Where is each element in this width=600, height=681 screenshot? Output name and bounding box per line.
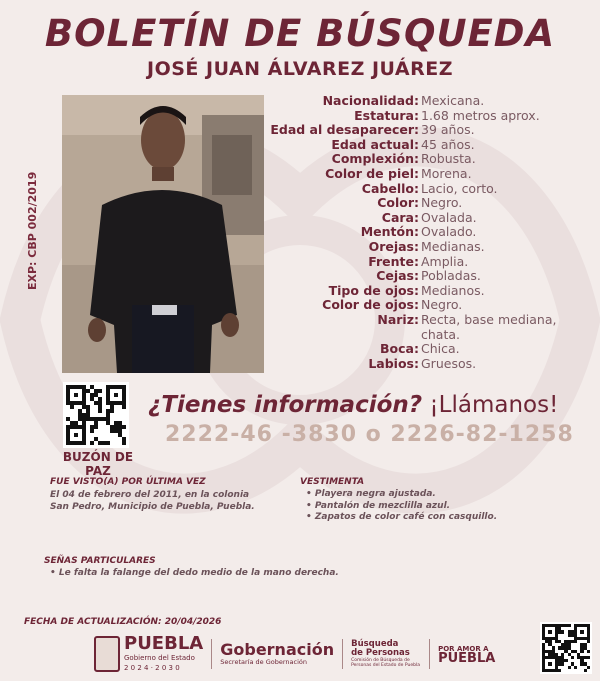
detail-row <box>262 109 592 124</box>
detail-value: Lacio, corto. <box>421 180 498 196</box>
detail-row <box>262 211 592 226</box>
detail-value: Medianos. <box>421 282 485 298</box>
por-amor-a-puebla-logo <box>438 644 495 664</box>
puebla-logo <box>124 635 203 673</box>
detail-label: Color: <box>377 195 419 211</box>
last-seen-title: FUE VISTO(A) POR ÚLTIMA VEZ <box>50 477 206 487</box>
detail-label: Estatura: <box>354 107 419 123</box>
amor-top: POR AMOR A <box>438 645 489 653</box>
detail-label: Edad al desaparecer: <box>270 122 419 138</box>
divider <box>211 639 212 669</box>
detail-row <box>262 342 592 357</box>
detail-label: Nacionalidad: <box>322 93 419 108</box>
detail-label: Color de piel: <box>325 165 419 181</box>
detail-row <box>262 94 592 109</box>
footer-logos <box>94 633 495 675</box>
detail-row <box>262 138 592 153</box>
detail-value: Gruesos. <box>421 355 477 371</box>
clothing-section <box>300 477 580 524</box>
footer-qr-code[interactable] <box>540 622 592 674</box>
gobernacion-logo <box>220 642 334 666</box>
detail-label: Edad actual: <box>331 136 419 152</box>
detail-label: Labios: <box>368 355 419 371</box>
divider <box>429 639 430 669</box>
busqueda-logo <box>351 640 421 668</box>
detail-value: 39 años. <box>421 122 475 138</box>
detail-value: Negro. <box>421 297 463 313</box>
detail-value: Ovalado. <box>421 224 477 240</box>
detail-value: Pobladas. <box>421 268 481 284</box>
detail-value: Robusta. <box>421 151 476 167</box>
detail-row <box>262 240 592 255</box>
puebla-logo-text: PUEBLA <box>124 633 204 654</box>
detail-label: Frente: <box>368 253 419 269</box>
missing-person-name: JOSÉ JUAN ÁLVAREZ JUÁREZ <box>147 58 453 80</box>
distinguishing-marks-section <box>44 556 444 580</box>
detail-label: Orejas: <box>368 238 419 254</box>
physical-description <box>262 94 592 371</box>
detail-row <box>262 182 592 197</box>
buzon-de-paz-label: BUZÓN DE PAZ <box>62 450 134 478</box>
puebla-logo-sub: Gobierno del Estado <box>124 654 195 662</box>
detail-row <box>262 225 592 240</box>
contact-phones[interactable]: 2222-46 -3830 o 2226-82-1258 <box>165 422 574 447</box>
detail-value: Morena. <box>421 165 472 181</box>
clothing-item: • Pantalón de mezclilla azul. <box>300 501 580 513</box>
detail-value: Chica. <box>421 341 460 357</box>
puebla-logo-years: 2 0 2 4 · 2 0 3 0 <box>124 664 180 672</box>
detail-value: Amplia. <box>421 253 469 269</box>
last-seen-text: El 04 de febrero del 2011, en la colonia San Pedro, Municipio de Puebla, Puebla. <box>50 490 255 512</box>
bulletin-title: BOLETÍN DE BÚSQUEDA <box>44 12 556 55</box>
detail-value: Ovalada. <box>421 209 477 225</box>
detail-label: Tipo de ojos: <box>328 282 419 298</box>
detail-label: Cabello: <box>361 180 419 196</box>
missing-person-photo <box>62 95 264 373</box>
detail-value: Mexicana. <box>421 93 485 108</box>
detail-row <box>262 298 592 313</box>
busqueda-line1: Búsqueda <box>351 639 399 649</box>
detail-label: Boca: <box>380 341 419 357</box>
detail-label: Nariz: <box>377 311 419 327</box>
update-date: FECHA DE ACTUALIZACIÓN: 20/04/2026 <box>24 617 222 627</box>
last-seen-section <box>50 477 270 513</box>
detail-value: Negro. <box>421 195 463 211</box>
marks-title: SEÑAS PARTICULARES <box>44 556 156 566</box>
detail-label: Complexión: <box>331 151 419 167</box>
qr-module <box>122 441 126 445</box>
amor-big: PUEBLA <box>438 651 496 666</box>
info-question: ¿Tienes información? <box>148 392 423 418</box>
detail-value: Recta, base mediana, chata. <box>421 311 557 342</box>
detail-label: Color de ojos: <box>322 297 419 313</box>
detail-value: 45 años. <box>421 136 475 152</box>
detail-value: Medianas. <box>421 238 485 254</box>
clothing-item: • Zapatos de color café con casquillo. <box>300 512 580 524</box>
clothing-title: VESTIMENTA <box>300 477 365 487</box>
info-prompt <box>148 392 558 418</box>
detail-row <box>262 313 592 342</box>
busqueda-sub: Comisión de Búsqueda de Personas del Estado de Puebla <box>351 658 420 668</box>
detail-label: Cejas: <box>376 268 419 284</box>
marks-item: • Le falta la falange del dedo medio de la mano derecha. <box>44 568 444 580</box>
detail-row <box>262 167 592 182</box>
puebla-seal-icon <box>94 636 120 672</box>
detail-row <box>262 357 592 372</box>
detail-label: Mentón: <box>360 224 419 240</box>
detail-label: Cara: <box>381 209 419 225</box>
divider <box>342 639 343 669</box>
gobernacion-logo-text: Gobernación <box>220 640 335 659</box>
busqueda-line2: de Personas <box>351 648 410 658</box>
detail-value: 1.68 metros aprox. <box>421 107 540 123</box>
buzon-qr-code[interactable] <box>63 382 129 448</box>
call-to-action: ¡Llámanos! <box>422 392 559 418</box>
qr-module <box>587 669 590 672</box>
clothing-item: • Playera negra ajustada. <box>300 489 580 501</box>
detail-row <box>262 123 592 138</box>
detail-row <box>262 284 592 299</box>
gobernacion-logo-sub: Secretaría de Gobernación <box>220 658 307 666</box>
detail-row <box>262 269 592 284</box>
detail-row <box>262 196 592 211</box>
detail-row <box>262 255 592 270</box>
detail-row <box>262 152 592 167</box>
expediente-number: EXP: CBP 002/2019 <box>26 171 39 290</box>
